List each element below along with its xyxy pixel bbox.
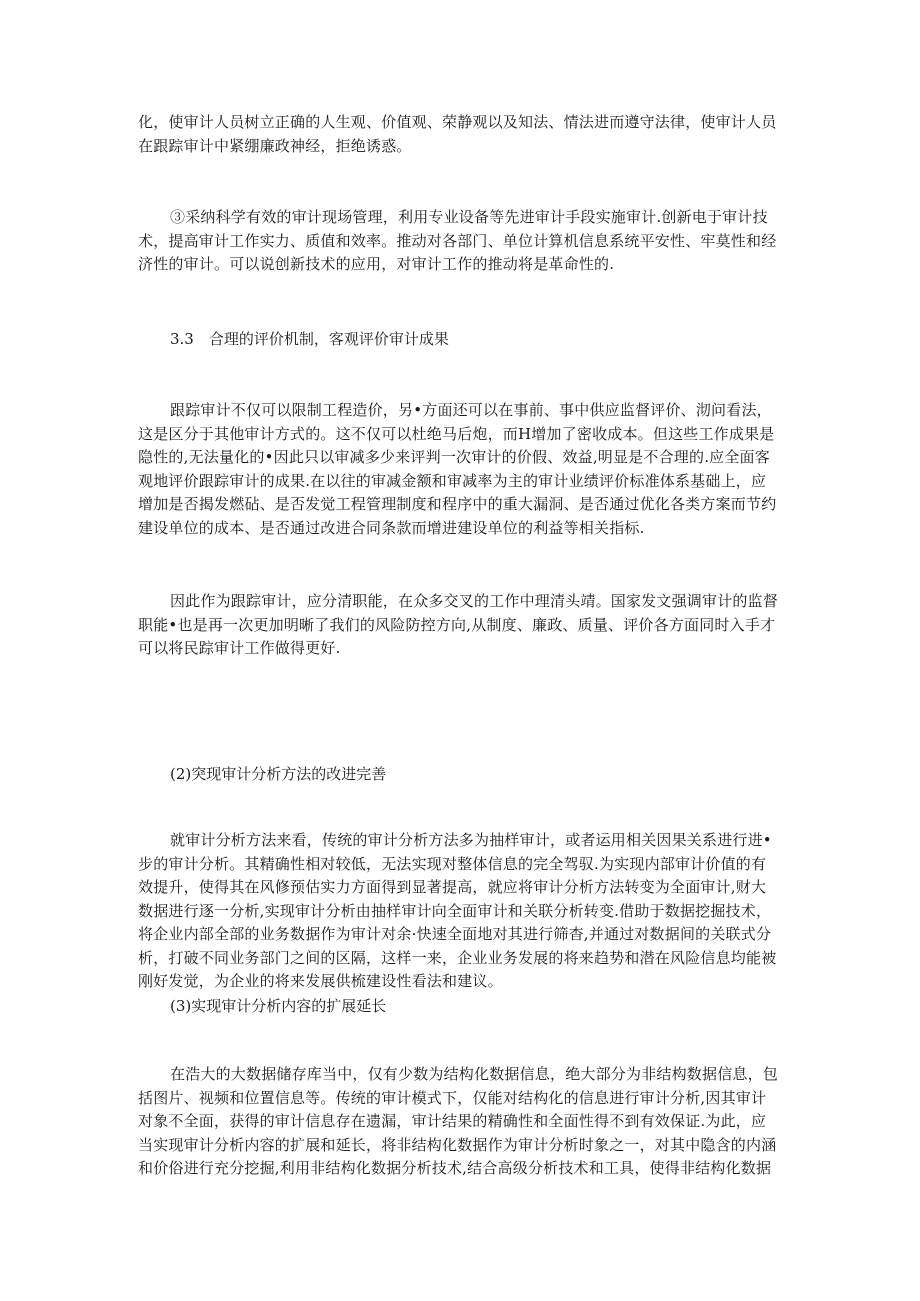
text-line: 在浩大的大数据储存库当中，仅有少数为结构化数据信息，绝大部分为非结构数据信息，包 — [170, 1065, 779, 1083]
paragraph-continuation — [138, 111, 786, 158]
text-line: 括图片、视频和位置信息等。传统的审计模式下，仅能对结构化的信息进行审计分析,因其审计 — [138, 1088, 767, 1107]
text-line: ③采纳科学有效的审计现场管理，利用专业设备等先进审计手段实施审计.创新电于审计技 — [170, 208, 768, 226]
text-line: 对象不全面，获得的审计信息存在遗漏，审计结果的精确性和全面性得不到有效保证.为此，应 — [138, 1112, 767, 1130]
text-line: 析，打破不同业务部门之间的区隔，这样一来，企业业务发展的将来趋势和潜在风险信息均能被 — [138, 948, 777, 967]
text-line: 隐性的,无法量化的•因此只以审减多少来评判一次审计的价假、效益,明显是不合理的.应全面客 — [138, 448, 770, 466]
text-line: 效提升，使得其在风修预估实力方面得到显著提高，就应将审计分析方法转变为全面审计,财大 — [138, 878, 767, 896]
text-line: 济性的审计。可以说创新技术的应用，对审计工作的推动将是革命性的. — [138, 255, 615, 273]
text-line: 刚好发觉，为企业的将来发展供梳建设性看法和建议。 — [138, 972, 503, 990]
text-line: 跟踪审计不仅可以限制工程造价，另•方面还可以在事前、事中供应监督评价、沏问看法， — [170, 401, 772, 419]
paragraph-analysis-content — [138, 1063, 786, 1181]
text-line: 增加是否揭发燃砧、是否发觉工程管理制度和程序中的重大漏洞、是否通过优化各类方案而节约 — [138, 495, 777, 513]
paragraph-innovation — [138, 206, 786, 277]
text-line: 可以将民踪审计工作做得更好. — [138, 639, 341, 657]
subsection-heading: (3)实现审计分析内容的扩展延长 — [170, 997, 387, 1015]
text-line: 当实现审计分析内容的扩展和延长，将非结构化数据作为审计分析时象之一，对其中隐含的内涵 — [138, 1135, 777, 1154]
text-line: 术，提高审计工作实力、质值和效率。推动对各部门、单位计算机信息系统平安性、牢莫性和经 — [138, 231, 777, 250]
text-line: 建设单位的成本、是否通过改进合同条款而增进建设单位的利益等相关指标. — [138, 518, 645, 537]
text-line: 化，使审计人员树立正确的人生观、价值观、荣静观以及知法、情法进而遵守法律，使审计人员 — [138, 113, 777, 131]
paragraph-evaluation — [138, 399, 786, 540]
text-line: 这是区分于其他审计方式的。这不仅可以杜绝马后炮，而H增加了密收成本。但这些工作成果是 — [138, 424, 775, 443]
paragraph-analysis-methods — [138, 829, 786, 994]
text-line: 和价俗进行充分挖掘,利用非结构化数据分析技术,结合高级分析技术和工具，使得非结构化数据 — [138, 1159, 772, 1177]
text-line: 观地评价跟踪审计的成果.在以往的审减金额和审减率为主的审计业绩评价标准体系基础上，应 — [138, 471, 767, 490]
text-line: 将企业内部全部的业务数据作为审计对余·快速全面地对其进行筛杳,并通过对数据间的关联式分 — [138, 925, 772, 943]
text-line: 数据进行逐一分析,实现审计分析由抽样审计向全面审计和关联分析转变.借助于数据挖掘技术， — [138, 901, 772, 920]
subsection-heading: (2)突现审计分析方法的改进完善 — [170, 765, 387, 783]
text-line: 步的审计分析。其精确性相对较低，无法实现对整体信息的完全驾驭.为实现内部审计价值的有 — [138, 854, 767, 873]
section-heading: 3.3 合理的评价机制，客观评价审计成果 — [170, 330, 449, 348]
text-line: 职能•也是再一次更加明晰了我们的风险防控方向,从制度、廉政、质量、评价各方面同时入手才 — [138, 615, 776, 634]
text-line: 在跟踪审计中紧绷廉政神经，拒绝诱惑。 — [138, 136, 412, 155]
text-line: 就审计分析方法来看，传统的审计分析方法多为抽样审计，或者运用相关因果关系进行进• — [170, 831, 772, 849]
text-line: 因此作为跟踪审计，应分清职能，在众多交叉的工作中理清头靖。国家发文强调审计的监督 — [170, 592, 779, 610]
paragraph-functions — [138, 590, 786, 661]
